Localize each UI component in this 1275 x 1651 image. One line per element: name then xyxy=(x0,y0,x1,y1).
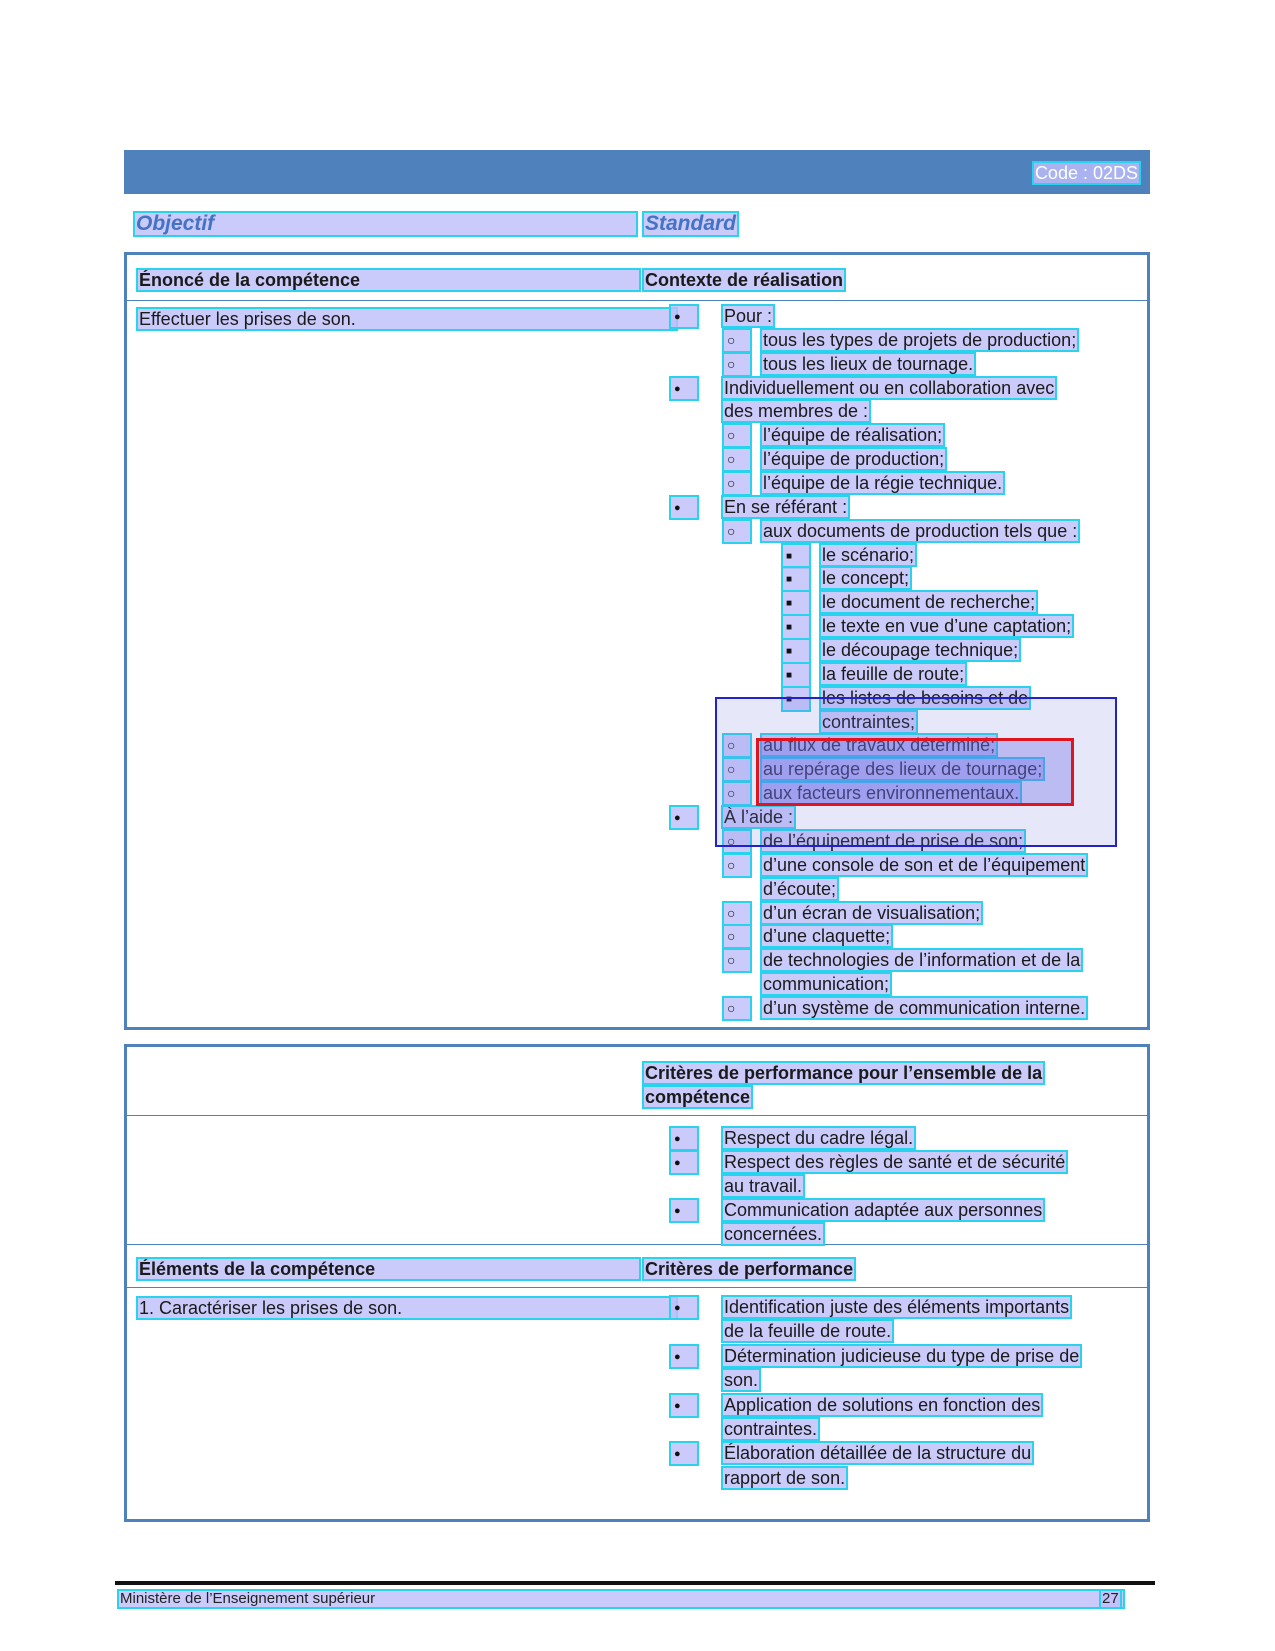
page-number: 27 xyxy=(1102,1590,1119,1607)
circle-icon xyxy=(723,854,751,877)
list-item: les listes de besoins et de xyxy=(822,688,1029,708)
bullet-icon xyxy=(670,1151,698,1174)
square-icon xyxy=(782,567,810,591)
footer-rule xyxy=(115,1581,1155,1585)
list-item: le document de recherche; xyxy=(822,592,1036,612)
list-item: au flux de travaux déterminé; xyxy=(763,735,996,755)
list-item: de la feuille de route. xyxy=(724,1321,892,1342)
list-item: aux documents de production tels que : xyxy=(763,521,1078,541)
performance-table xyxy=(124,1044,1150,1522)
list-item: le scénario; xyxy=(822,545,915,565)
list-item: Communication adaptée aux personnes xyxy=(724,1200,1043,1220)
list-item: l’équipe de réalisation; xyxy=(763,425,943,445)
list-item: Individuellement ou en collaboration avec xyxy=(724,378,1055,398)
list-item: la feuille de route; xyxy=(822,664,965,684)
table-divider xyxy=(127,1244,1147,1245)
square-icon xyxy=(782,615,810,639)
list-item: En se référant : xyxy=(724,497,848,517)
competence-header: Énoncé de la compétence xyxy=(137,269,640,291)
objective-label: Objectif xyxy=(134,212,637,236)
bullet-icon xyxy=(670,377,698,400)
list-item: l’équipe de production; xyxy=(763,449,945,469)
performance-header: Critères de performance xyxy=(645,1259,854,1279)
list-item: Détermination judicieuse du type de prise de xyxy=(724,1345,1080,1366)
table-divider xyxy=(127,300,1147,301)
list-item: Respect des règles de santé et de sécurité xyxy=(724,1152,1066,1172)
square-icon xyxy=(782,544,810,568)
circle-icon xyxy=(723,520,751,543)
competence-element: 1. Caractériser les prises de son. xyxy=(137,1297,677,1319)
circle-icon xyxy=(723,353,751,376)
list-item: d’un écran de visualisation; xyxy=(763,903,981,923)
list-item: de technologies de l’information et de la xyxy=(763,950,1081,970)
bullet-icon xyxy=(670,1394,698,1417)
circle-icon xyxy=(723,329,751,352)
list-item: contraintes; xyxy=(822,712,916,732)
list-item: le découpage technique; xyxy=(822,640,1019,660)
list-item: Application de solutions en fonction des xyxy=(724,1394,1041,1415)
circle-icon xyxy=(723,448,751,471)
circle-icon xyxy=(723,925,751,948)
table-divider xyxy=(127,1115,1147,1116)
list-item: d’écoute; xyxy=(763,879,837,899)
circle-icon xyxy=(723,949,751,972)
list-item: Respect du cadre légal. xyxy=(724,1128,914,1148)
bullet-icon xyxy=(670,1199,698,1222)
bullet-icon xyxy=(670,1442,698,1465)
circle-icon xyxy=(723,997,751,1020)
bullet-icon xyxy=(670,305,698,328)
footer-ministry: Ministère de l’Enseignement supérieur xyxy=(118,1590,1124,1608)
competence-table xyxy=(124,252,1150,1030)
list-item: tous les lieux de tournage. xyxy=(763,354,974,374)
list-item: de l’équipement de prise de son; xyxy=(763,831,1024,851)
standard-label: Standard xyxy=(645,212,737,235)
square-icon xyxy=(782,663,810,687)
bullet-icon xyxy=(670,1296,698,1319)
list-item: d’une console de son et de l’équipement xyxy=(763,855,1086,875)
circle-icon xyxy=(723,472,751,495)
list-item: communication; xyxy=(763,974,890,994)
table-divider xyxy=(127,1287,1147,1288)
overall-criteria-header-line2: compétence xyxy=(645,1087,751,1107)
list-item: concernées. xyxy=(724,1224,823,1244)
list-item: d’un système de communication interne. xyxy=(763,998,1086,1018)
square-icon xyxy=(782,639,810,663)
list-item: le concept; xyxy=(822,568,910,588)
competence-statement: Effectuer les prises de son. xyxy=(137,308,677,330)
list-item: Identification juste des éléments importants xyxy=(724,1297,1070,1317)
circle-icon xyxy=(723,424,751,447)
list-item: tous les types de projets de production; xyxy=(763,330,1077,350)
highlight-region xyxy=(756,738,1074,806)
list-item: le texte en vue d’une captation; xyxy=(822,616,1072,636)
list-item: d’une claquette; xyxy=(763,926,891,946)
program-code: Code : 02DS xyxy=(1034,163,1138,183)
list-item: des membres de : xyxy=(724,401,869,421)
header-bar xyxy=(124,150,1150,194)
elements-header: Éléments de la compétence xyxy=(137,1258,640,1280)
overall-criteria-header-line1: Critères de performance pour l’ensemble de la xyxy=(645,1063,1043,1083)
list-item: À l’aide : xyxy=(724,807,794,827)
list-item: Élaboration détaillée de la structure du xyxy=(724,1443,1032,1464)
circle-icon xyxy=(723,902,751,925)
bullet-icon xyxy=(670,1127,698,1150)
list-item: aux facteurs environnementaux. xyxy=(763,783,1020,803)
square-icon xyxy=(782,591,810,615)
list-item: son. xyxy=(724,1370,759,1391)
list-item: contraintes. xyxy=(724,1419,818,1439)
list-item: Pour : xyxy=(724,306,773,326)
bullet-icon xyxy=(670,806,698,829)
context-header: Contexte de réalisation xyxy=(645,270,844,290)
list-item: l’équipe de la régie technique. xyxy=(763,473,1003,493)
bullet-icon xyxy=(670,1345,698,1368)
list-item: au repérage des lieux de tournage; xyxy=(763,759,1043,779)
bullet-icon xyxy=(670,496,698,519)
list-item: au travail. xyxy=(724,1176,803,1196)
list-item: rapport de son. xyxy=(724,1467,846,1488)
